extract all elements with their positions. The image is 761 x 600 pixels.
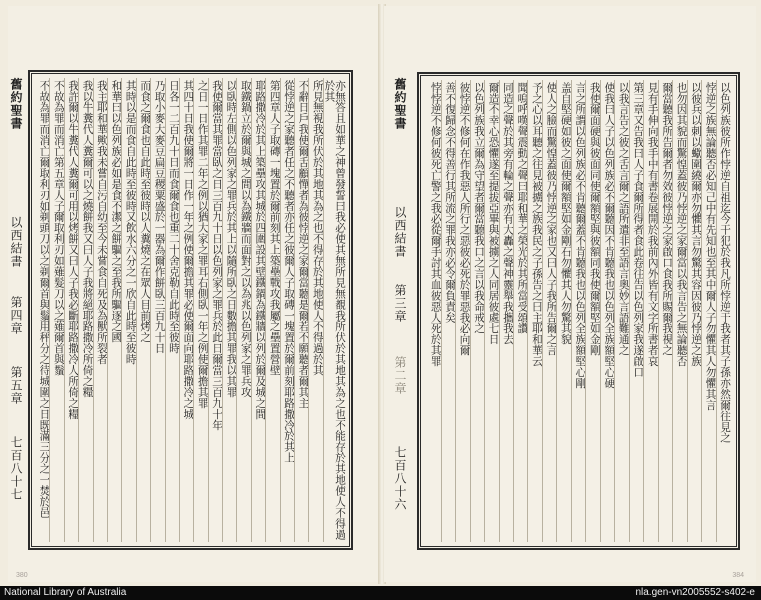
text-column: 爾造不幸心恐懼遂至提拔亞畢與被擄之人同居彼處七日	[484, 80, 498, 542]
footer-identifier: nla.gen-vn2005552-s402-e	[635, 587, 755, 598]
text-column: 從悖逆之家聽者任之不聽者亦任之彼爾人子取磚一塊置於爾前刻耶路撒冷於其上	[280, 78, 294, 542]
text-column: 我許爾以牛糞代人糞爾可用以烤餅又曰人子我必斷耶路撒冷人所倚之糧	[64, 78, 78, 542]
text-column: 不故為罪而消亡爾取利刃如剃頭刀以之剃爾首與鬚用秤分之待城圍之日既滿三分之一焚於邑	[38, 80, 51, 518]
right-text-frame	[417, 72, 740, 550]
text-column: 使我曰人子以色列族必不爾聽因不肯聽我也以色列全族額堅心硬	[600, 80, 614, 542]
footer-bar	[0, 586, 761, 600]
text-column: 乃取小麥大麥豆扁豆稷粟盛於一器為爾作餅臥三百九十日	[150, 78, 164, 542]
text-column: 爾當聽我所告爾者勿效彼悖逆之家啟口食我所賜爾我視之	[658, 80, 672, 542]
text-column: 聞嗚呼嘆聲震動之聲曰耶和華之榮光於其所當受頌讚	[513, 80, 527, 542]
right-page-chapter-alt: 第二章	[393, 356, 407, 395]
text-column: 其四十日我使爾將一日作一年之例使爾擔其罪必使爾面向耶路撒冷之城	[179, 78, 193, 542]
left-page-chapter2: 第五章	[9, 366, 23, 405]
text-column: 悖逆之族無論聽否必知己中有先知也至其中爾人子勿懼其人勿懼其言	[701, 80, 715, 542]
left-page	[8, 6, 380, 582]
right-page	[384, 6, 756, 582]
text-column: 不故為罪而消亡第五章人子爾取利刃如薙髮刀以之薙爾首與鬚	[49, 78, 63, 542]
text-column: 我使爾當其罪當臥之日三百九十日以色列家之罪兵於此日爾當三百九十年	[208, 78, 222, 542]
text-column: 而食之爾食也自此時至彼時以人糞燒之在眾人目前烤之	[136, 78, 150, 542]
text-column: 也勿因其貌而驚惶蓋彼乃悖逆之家爾當以我言告之無論聽否	[672, 80, 686, 542]
right-page-chapter: 第三章	[393, 284, 407, 323]
text-column: 以色列族我立爾為守望者爾當聽我口之言以我命戒之	[470, 80, 484, 542]
text-column: 言之所謂以色列族必不肯聽爾蓋不肯聽我也以色列全族額堅心剛	[571, 80, 585, 542]
text-column: 不辭日戶我使爾舌顧憚者為彼悖逆之家爾當聽是爾若不願聽者爾其主	[294, 78, 308, 542]
text-column: 耶路撒冷於其上築壘攻其城於四圍設其壁鐵鍋為鐵牆以列於爾及城之間	[251, 78, 265, 542]
text-column: 使人之臉而驚惶蓋彼乃悖逆之家也又曰人子我所告爾之言	[542, 80, 556, 542]
text-column: 第三章又告我曰人子食爾所得者食此卷往告以色列家我遂啟口	[629, 80, 643, 542]
text-column: 悖悖逆不修何彼死亡警之我必從爾手討其血彼惡人死於其罪	[429, 82, 442, 367]
left-page-number: 七百八十七	[9, 436, 23, 501]
text-column: 我主耶和華歟我未嘗自污自幼至今未嘗食自死及為獸所裂者	[93, 78, 107, 542]
left-page-header: 舊約聖書	[9, 78, 23, 130]
right-page-header: 舊約聖書	[393, 78, 407, 130]
text-column: 以色列族彼所作悖逆自祖迄今干犯於我凡所悖逆于我者其子孫亦然爾往見之	[716, 80, 730, 542]
text-column: 盖自堅硬如彼之面使爾額堅如金剛石勿懼其人勿驚其貌	[556, 80, 570, 542]
text-column: 之日一日作其罪二年之例以猶大家之罪耳右側臥一年之例使爾擔其罪	[193, 78, 207, 542]
text-column: 取鐵鍋立於爾與城之間以為鐵牆而面對之以為兆以色列家之罪兵攻	[236, 78, 250, 542]
text-column: 以臥時左側以色列家之罪兵於其上以隨所臥之日數擔其罪我以其罪	[222, 78, 236, 542]
left-text-frame	[28, 70, 353, 550]
right-page-number: 七百八十六	[393, 446, 407, 511]
text-column: 予之心以耳聽之往見被擄之族我民之子孫告之曰主耶和華云	[527, 80, 541, 542]
text-column: 所見無視我所伏於其地其為之也不得存於其地使人不得過於其	[308, 78, 322, 542]
pencil-mark-left: 380	[16, 572, 28, 579]
text-column: 以我言告之彼之舌言爾之語所遣非至語言奧妙言語難通之	[614, 80, 628, 542]
footer-library-name: National Library of Australia	[4, 587, 127, 598]
text-column: 同造之聲於其旁有輪之聲亦有大轟之聲神靈舉我攜我去	[499, 80, 513, 542]
text-column: 彼悖逆不修何在作我惡人所行之惡彼必死於罪惡我必向爾	[455, 80, 469, 542]
text-column: 其時以是而食自此時至彼時又飲水六分之一欣自此時至彼時	[121, 78, 135, 542]
pencil-mark-right: 384	[732, 572, 744, 579]
left-page-book: 以西結書	[9, 216, 23, 268]
text-column: 我以牛糞代人糞爾可以之燒餅我又曰人子我將絕耶路撒冷所倚之糧	[78, 78, 92, 542]
text-column: 第四章人子取磚一塊置於爾前刻其上築壘戰攻我屬之壘置營壁	[265, 78, 279, 542]
text-column: 以彼兵以刺以蠍圍繞爾亦勿懼其言勿驚其容因彼乃悖逆之族	[687, 80, 701, 542]
text-column: 日各一二百九十日而食爾食也重二十舍克勒自此時至彼時	[165, 78, 179, 542]
text-column: 和華曰以色列族必如是食不潔之餅驅之至我所驅逐之國	[107, 78, 121, 542]
right-page-book: 以西結書	[393, 206, 407, 258]
text-column: 亦無答且如華之神曾發誓曰我必使其無所見無覩我所伏於其地其為之也不能存於其地使人不得過於其	[323, 78, 345, 542]
right-text-columns	[427, 80, 730, 542]
left-text-columns	[36, 78, 345, 542]
text-column: 善不復歸念不得善行其所流之罪我亦必令爾負責矣	[441, 80, 455, 542]
text-column: 我使爾面硬與彼面同使爾額堅與彼額同我使爾額堅如金剛	[585, 80, 599, 542]
left-page-chapter: 第四章	[9, 296, 23, 335]
text-column: 見有手伸向我手中有書卷展開於我前內外皆有文字所書者哀	[643, 80, 657, 542]
